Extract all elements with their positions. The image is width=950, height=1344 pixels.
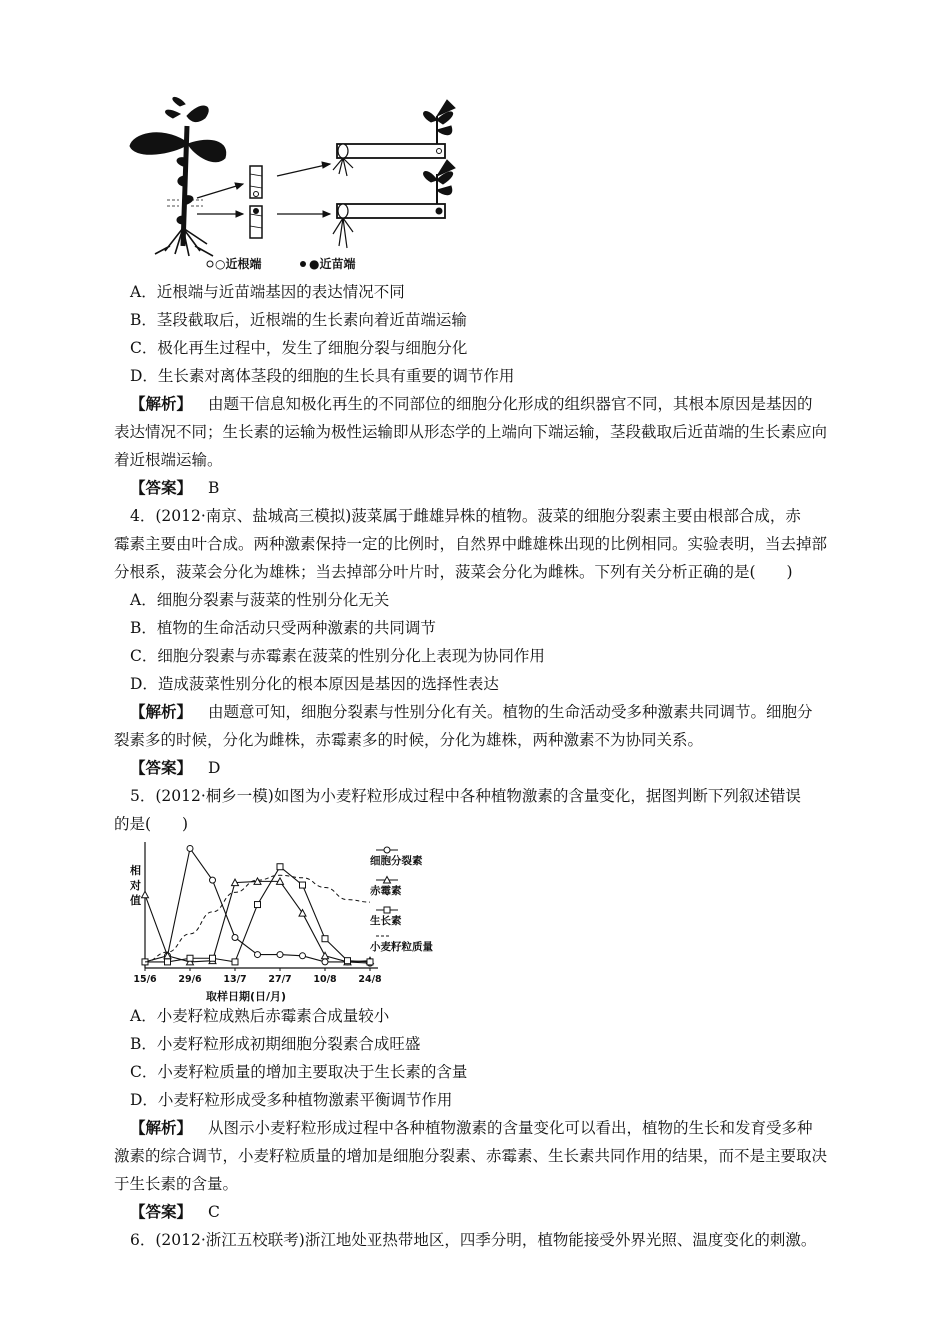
hormone-line-chart xyxy=(112,840,462,1002)
data-point-circle xyxy=(255,952,261,958)
process-arrows xyxy=(197,162,330,217)
q5-answer-value: C xyxy=(208,1203,220,1221)
q3-option-a: A．近根端与近苗端基因的表达情况不同 xyxy=(130,283,405,301)
q5-option-b: B．小麦籽粒形成初期细胞分裂素合成旺盛 xyxy=(130,1035,421,1053)
data-point-circle xyxy=(277,952,283,958)
x-tick-label: 24/8 xyxy=(358,974,382,985)
data-point-triangle xyxy=(322,952,329,959)
data-point-circle xyxy=(187,845,193,851)
q4-option-d: D．造成菠菜性别分化的根本原因是基因的选择性表达 xyxy=(130,675,499,693)
legend-label: 小麦籽粒质量 xyxy=(370,941,433,953)
data-point-circle xyxy=(210,877,216,883)
y-axis-label-char: 相 xyxy=(130,864,141,877)
q4-stem-line-2: 霉素主要由叶合成。两种激素保持一定的比例时，自然界中雌雄株出现的比例相同。实验表明，当去掉部 xyxy=(114,535,828,553)
q3-analysis-line-1 xyxy=(0,394,950,414)
x-tick-label: 15/6 xyxy=(133,974,157,985)
analysis-tag: 【解析】 xyxy=(130,702,193,721)
q3-option-b: B．茎段截取后，近根端的生长素向着近苗端运输 xyxy=(130,311,467,329)
q3-analysis-line-3: 着近根端运输。 xyxy=(114,451,223,469)
q4-answer-value: D xyxy=(208,759,221,777)
stem-regeneration-figure xyxy=(125,96,470,274)
data-point-square xyxy=(255,902,261,908)
q4-option-b: B．植物的生命活动只受两种激素的共同调节 xyxy=(130,619,436,637)
x-tick-label: 13/7 xyxy=(223,974,247,985)
data-point-square xyxy=(277,864,283,870)
data-point-square xyxy=(322,936,328,942)
data-point-square xyxy=(232,959,238,965)
legend-label: 生长素 xyxy=(370,915,402,927)
q5-analysis-line-1 xyxy=(0,1118,950,1138)
data-point-square xyxy=(187,955,193,961)
q5-option-c: C．小麦籽粒质量的增加主要取决于生长素的含量 xyxy=(130,1063,468,1081)
q5-analysis-text-1: 从图示小麦籽粒形成过程中各种植物激素的含量变化可以看出，植物的生长和发育受多种 xyxy=(208,1119,813,1137)
q5-option-a: A．小麦籽粒成熟后赤霉素合成量较小 xyxy=(130,1007,390,1025)
chart-plot-area xyxy=(142,845,374,966)
q5-analysis-line-2: 激素的综合调节，小麦籽粒质量的增加是细胞分裂素、赤霉素、生长素共同作用的结果，而不是主要取决 xyxy=(114,1147,828,1165)
data-point-square xyxy=(165,959,171,965)
q4-stem-line-1: 4．(2012·南京、盐城高三模拟)菠菜属于雌雄异株的植物。菠菜的细胞分裂素主要由根部合成，赤 xyxy=(130,507,801,525)
q4-stem-line-3: 分根系，菠菜会分化为雄株；当去掉部分叶片时，菠菜会分化为雌株。下列有关分析正确的是( ) xyxy=(114,563,793,581)
q6-stem-line-1: 6．(2012·浙江五校联考)浙江地处亚热带地区，四季分明，植物能接受外界光照、温度变化的刺激。 xyxy=(130,1231,817,1249)
q4-analysis-line-2: 裂素多的时候，分化为雌株，赤霉素多的时候，分化为雄株，两种激素不为协同关系。 xyxy=(114,731,704,749)
data-point-triangle xyxy=(142,891,149,898)
q4-option-c: C．细胞分裂素与赤霉素在菠菜的性别分化上表现为协同作用 xyxy=(130,647,545,665)
data-point-circle xyxy=(232,935,238,941)
q5-option-d: D．小麦籽粒形成受多种植物激素平衡调节作用 xyxy=(130,1091,453,1109)
chart-axes xyxy=(145,842,378,971)
analysis-tag: 【解析】 xyxy=(130,1118,193,1137)
stem-segments xyxy=(250,166,262,238)
answer-tag: 【答案】 xyxy=(130,1202,193,1221)
regenerated-segments xyxy=(333,100,455,248)
data-point-square xyxy=(384,907,390,913)
q4-analysis-text-1: 由题意可知，细胞分裂素与性别分化有关。植物的生命活动受多种激素共同调节。细胞分 xyxy=(208,703,813,721)
answer-tag: 【答案】 xyxy=(130,758,193,777)
data-point-square xyxy=(367,959,373,965)
series-line-dashed xyxy=(145,875,370,962)
chart-legend xyxy=(370,847,433,953)
y-axis-label-char: 对 xyxy=(130,879,141,892)
analysis-tag: 【解析】 xyxy=(130,394,193,413)
data-point-square xyxy=(345,958,351,964)
legend-filled-label: ●近苗端 xyxy=(309,257,356,271)
data-point-circle xyxy=(322,959,328,965)
x-tick-labels xyxy=(133,974,382,985)
q3-analysis-text-1: 由题干信息知极化再生的不同部位的细胞分化形成的组织器官不同，其根本原因是基因的 xyxy=(208,395,813,413)
x-tick-label: 29/6 xyxy=(178,974,202,985)
q5-answer xyxy=(0,1202,950,1222)
q3-analysis-line-2: 表达情况不同；生长素的运输为极性运输即从形态学的上端向下端运输，茎段截取后近苗端的生长素应向 xyxy=(114,423,828,441)
x-tick-label: 27/7 xyxy=(268,974,292,985)
q4-answer xyxy=(0,758,950,778)
data-point-circle xyxy=(300,953,306,959)
q4-option-a: A．细胞分裂素与菠菜的性别分化无关 xyxy=(130,591,390,609)
plant-illustration xyxy=(130,97,226,256)
q3-option-c: C．极化再生过程中，发生了细胞分裂与细胞分化 xyxy=(130,339,468,357)
data-point-square xyxy=(210,955,216,961)
x-axis-label: 取样日期(日/月) xyxy=(205,990,287,1002)
x-tick-label: 10/8 xyxy=(313,974,337,985)
legend-label: 细胞分裂素 xyxy=(370,855,423,867)
legend-label: 赤霉素 xyxy=(370,885,402,897)
series-3 xyxy=(145,875,370,962)
q3-answer xyxy=(0,478,950,498)
q3-answer-value: B xyxy=(208,479,220,497)
q5-stem-line-1: 5．(2012·桐乡一模)如图为小麦籽粒形成过程中各种植物激素的含量变化，据图判断下列叙述错误 xyxy=(130,787,801,805)
q5-stem-line-2: 的是( ) xyxy=(114,815,189,833)
y-axis-label xyxy=(129,863,141,907)
q5-analysis-line-3: 于生长素的含量。 xyxy=(114,1175,239,1193)
legend-open-label: ○近根端 xyxy=(215,257,262,271)
q4-analysis-line-1 xyxy=(0,702,950,722)
q3-option-d: D．生长素对离体茎段的细胞的生长具有重要的调节作用 xyxy=(130,367,515,385)
data-point-circle xyxy=(384,847,390,853)
y-axis-label-char: 值 xyxy=(130,894,141,907)
data-point-square xyxy=(300,882,306,888)
figure-legend xyxy=(207,256,355,271)
answer-tag: 【答案】 xyxy=(130,478,193,497)
